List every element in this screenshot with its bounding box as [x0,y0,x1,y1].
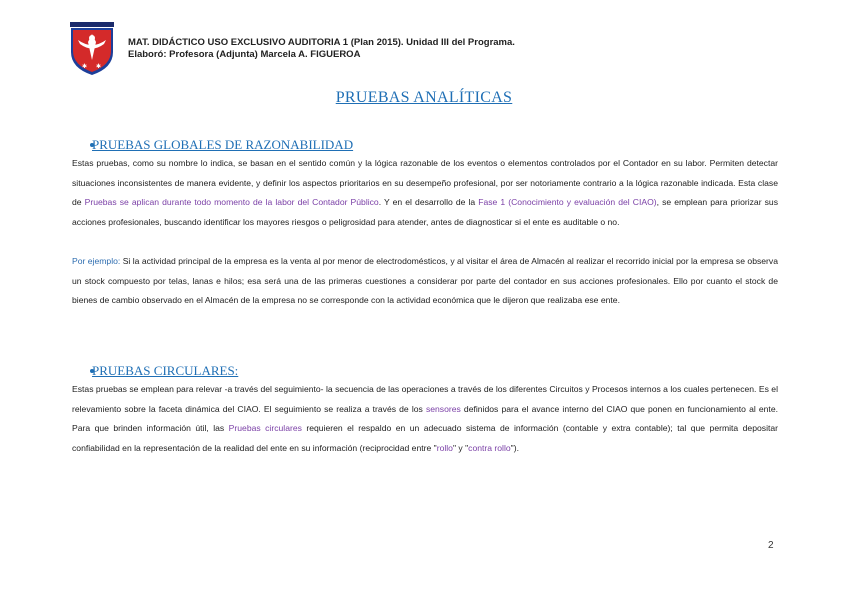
page-title: PRUEBAS ANALÍTICAS [335,89,513,106]
page-number: 2 [768,540,774,551]
header-line-1: MAT. DIDÁCTICO USO EXCLUSIVO AUDITORIA 1 (Plan 2015). Unidad III del Programa. [128,37,515,48]
text-run: Estas pruebas, como su nombre lo indica, se basan en el sentido común y la lógica razonable de los eventos o elementos controlados por el Contador en su labor. Permiten detectar situaciones inconsistentes de manera evidente, y definir los aspectos prioritarios en su desempeño profesional, por ser notoriamente contrario a la lógica razonable indicada. Esta clase de [72,158,778,208]
university-crest-logo [70,22,114,76]
highlight-text: Pruebas circulares [228,423,302,434]
text-run: requieren el respaldo en un adecuado sistema de información (contable y extra contable); tal que permita depositar confiabilidad en la representación de la realidad del ente en su información (reciprocidad entre " [72,423,779,453]
text-run: definidos para el avance interno del CIAO que ponen en funcionamiento al ente. Para que brinden información útil, las [72,403,778,434]
header-line-2: Elaboró: Profesora (Adjunta) Marcela A. FIGUEROA [128,49,361,60]
highlight-text: Pruebas se aplican durante todo momento de la labor del Contador Público [84,197,379,208]
example-label: Por ejemplo: [72,256,121,266]
highlight-text: rollo [436,442,453,453]
text-run: " y " [452,442,469,453]
text-run: "). [510,442,519,453]
text-run: . Y en el desarrollo de la [378,197,479,208]
text-run: Si la actividad principal de la empresa es la venta al por menor de electrodomésticos, y al visitar el área de Almacén al realizar el recorrido inicial por la empresa se observa un stock compuesto por telas, lanas e hilos; esa será una de las primeras cuestiones a considerar por parte del contador en sus acciones profesionales. Ello por cuanto el stock de bienes de cambio observado en el Almacén de la empresa no se corresponde con la actividad económica que le dijeron que realizaba ese ente. [72,256,778,306]
section-heading-circular: PRUEBAS CIRCULARES: [92,363,239,378]
text-run: Estas pruebas se emplean para relevar -a través del seguimiento- la secuencia de las operaciones a través de los diferentes Circuitos y Procesos internos a los cuales pertenecen. Es el relevamiento sobre la faceta dinámica del CIAO. El seguimiento se realiza a través de los [72,384,778,414]
paragraph-global-2 [72,252,778,311]
text-run: , se emplean para priorizar sus acciones profesionales, buscando identificar los mayores riesgos o peligrosidad para atender, antes de diagnosticar si el ente es auditable o no. [72,197,778,227]
highlight-text: contra rollo [468,442,511,453]
paragraph-circular [72,380,778,458]
document-header [128,37,515,61]
paragraph-global-1 [72,154,778,232]
svg-text:✱: ✱ [82,63,88,70]
highlight-text: sensores [425,403,461,414]
svg-text:✱: ✱ [96,63,102,70]
section-heading-global: PRUEBAS GLOBALES DE RAZONABILIDAD [92,137,354,152]
highlight-text: Fase 1 (Conocimiento y evaluación del CIAO) [478,197,657,208]
